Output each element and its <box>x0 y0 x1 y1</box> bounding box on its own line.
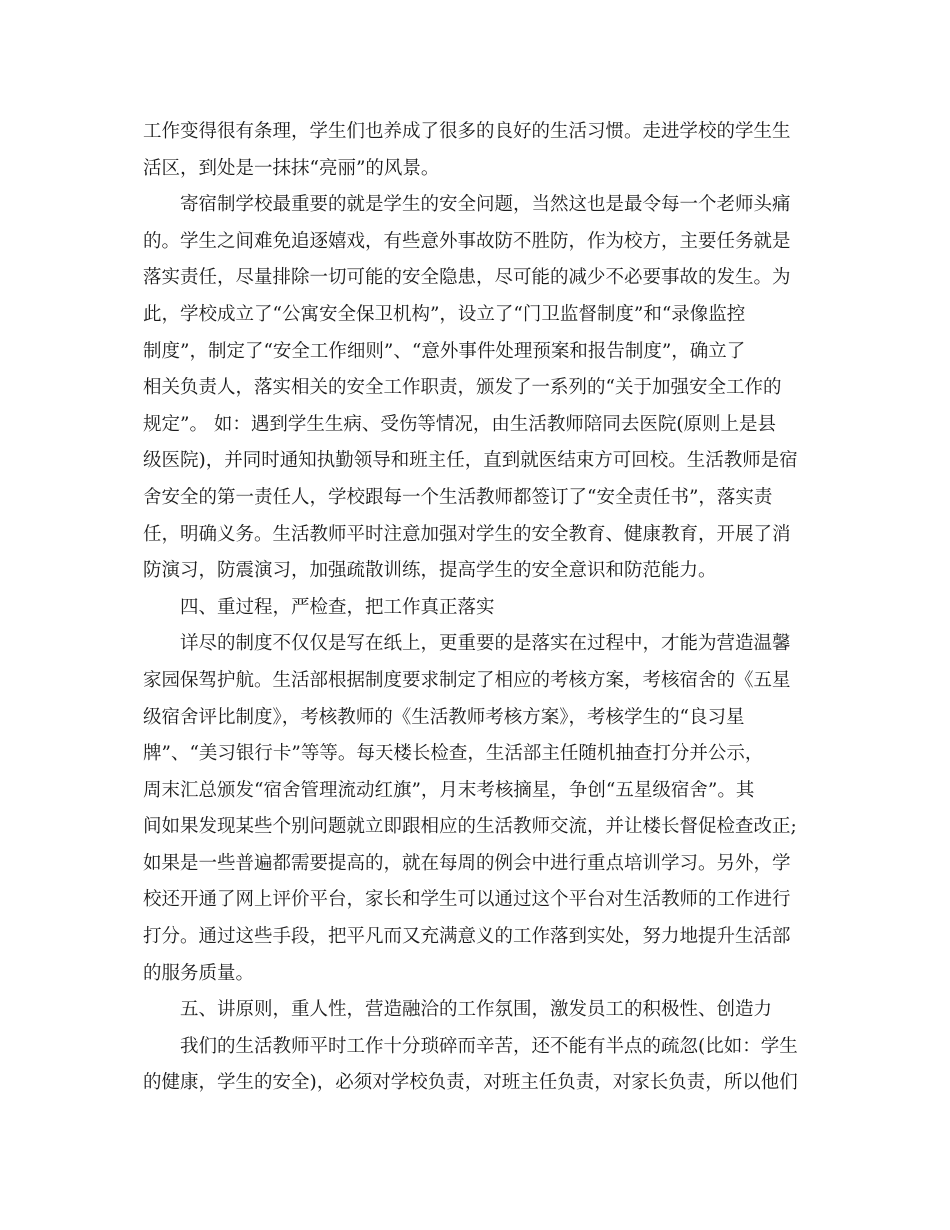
text-line: 级宿舍评比制度》，考核教师的《生活教师考核方案》，考核学生的“良习星 <box>143 706 745 728</box>
text-line: 四、重过程，严检查，把工作真正落实 <box>180 596 495 618</box>
text-line: 的健康，学生的安全)，必须对学校负责，对班主任负责，对家长负责，所以他们 <box>143 1072 798 1094</box>
text-line: 制度”，制定了“安全工作细则”、“意外事件处理预案和报告制度”，确立了 <box>143 340 746 362</box>
text-line: 五、讲原则，重人性，营造融洽的工作氛围，激发员工的积极性、创造力 <box>180 999 773 1021</box>
text-line: 家园保驾护航。生活部根据制度要求制定了相应的考核方案，考核宿舍的《五星 <box>143 669 791 691</box>
text-line: 规定”。 如：遇到学生生病、受伤等情况，由生活教师陪同去医院(原则上是县 <box>143 413 777 435</box>
text-line: 如果是一些普遍都需要提高的，就在每周的例会中进行重点培训学习。另外，学 <box>143 852 791 874</box>
text-line: 的服务质量。 <box>143 962 255 984</box>
text-line: 活区，到处是一抹抹“亮丽”的风景。 <box>143 157 440 179</box>
text-line: 落实责任，尽量排除一切可能的安全隐患，尽可能的减少不必要事故的发生。为 <box>143 267 791 289</box>
text-line: 间如果发现某些个别问题就立即跟相应的生活教师交流，并让楼长督促检查改正; <box>143 816 797 838</box>
text-line: 工作变得很有条理，学生们也养成了很多的良好的生活习惯。走进学校的学生生 <box>143 121 791 142</box>
text-line: 我们的生活教师平时工作十分琐碎而辛苦，还不能有半点的疏忽(比如：学生 <box>180 1035 798 1057</box>
document-body <box>143 114 803 1102</box>
text-line: 级医院)，并同时通知执勤领导和班主任，直到就医结束方可回校。生活教师是宿 <box>143 450 798 472</box>
text-line: 寄宿制学校最重要的就是学生的安全问题，当然这也是最令每一个老师头痛 <box>180 194 791 216</box>
text-line: 打分。通过这些手段，把平凡而又充满意义的工作落到实处，努力地提升生活部 <box>143 926 791 948</box>
text-line: 校还开通了网上评价平台，家长和学生可以通过这个平台对生活教师的工作进行 <box>143 889 791 911</box>
text-line: 的。学生之间难免追逐嬉戏，有些意外事故防不胜防，作为校方，主要任务就是 <box>143 230 791 252</box>
text-line: 此，学校成立了“公寓安全保卫机构”，设立了“门卫监督制度”和“录像监控 <box>143 303 746 325</box>
text-line: 防演习，防震演习，加强疏散训练，提高学生的安全意识和防范能力。 <box>143 560 717 582</box>
text-line: 详尽的制度不仅仅是写在纸上，更重要的是落实在过程中，才能为营造温馨 <box>180 633 791 655</box>
text-line: 周末汇总颁发“宿舍管理流动红旗”，月末考核摘星，争创“五星级宿舍”。其 <box>143 779 755 801</box>
text-line: 牌”、“美习银行卡”等等。每天楼长检查，生活部主任随机抽查打分并公示， <box>143 743 764 765</box>
text-line: 舍安全的第一责任人，学校跟每一个生活教师都签订了“安全责任书”，落实责 <box>143 486 773 508</box>
text-line: 相关负责人，落实相关的安全工作职责，颁发了一系列的“关于加强安全工作的 <box>143 377 782 399</box>
text-line: 任，明确义务。生活教师平时注意加强对学生的安全教育、健康教育，开展了消 <box>143 523 791 545</box>
